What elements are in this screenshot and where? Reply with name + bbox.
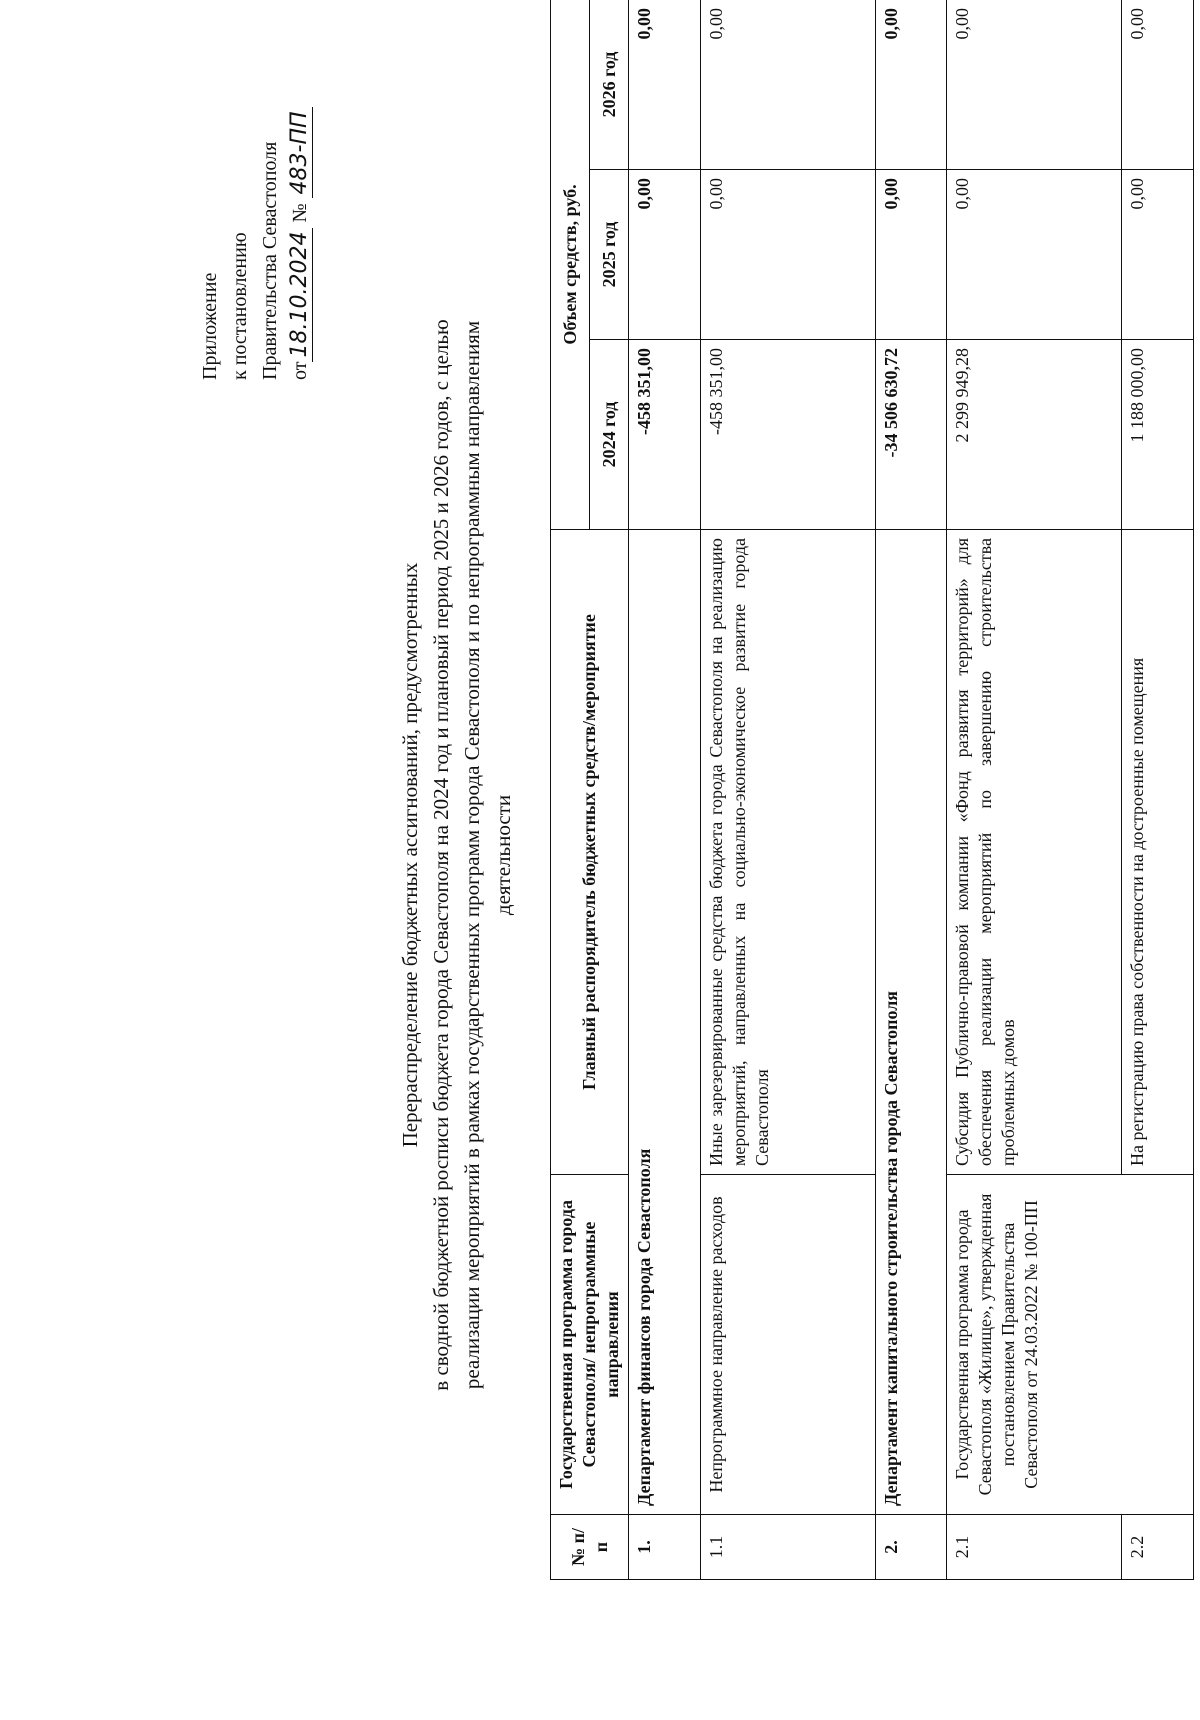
handwritten-number: 483-ПП (287, 107, 313, 198)
header-year-2026: 2026 год (590, 0, 629, 170)
appendix-block (195, 40, 315, 380)
header-program: Государственная программа города Севастополя/ непрограммные направления (551, 1175, 629, 1515)
row-value-2024: -458 351,00 (700, 340, 875, 530)
row-num: 2.2 (1122, 1515, 1194, 1580)
header-year-2024: 2024 год (590, 340, 629, 530)
from-prefix: от (289, 361, 311, 380)
section-total-2025: 0,00 (629, 170, 701, 340)
header-volume: Объем средств, руб. (551, 0, 590, 530)
number-prefix: № (289, 203, 311, 223)
appendix-date-line (285, 40, 315, 380)
section-title: Департамент капитального строительства города Севастополя (875, 530, 947, 1515)
appendix-line-2: к постановлению (229, 232, 251, 380)
header-year-2025: 2025 год (590, 170, 629, 340)
row-value-2026: 0,00 (1122, 0, 1194, 170)
row-value-2025: 0,00 (947, 170, 1122, 340)
document-title (395, 190, 519, 1520)
row-program: Непрограммное направление расходов (700, 1175, 875, 1515)
row-value-2025: 0,00 (700, 170, 875, 340)
section-total-2026: 0,00 (629, 0, 701, 170)
handwritten-date: 18.10.2024 (287, 228, 313, 362)
section-total-2025: 0,00 (875, 170, 947, 340)
table-row (629, 0, 701, 1580)
appendix-line-1: Приложение (199, 272, 221, 380)
title-line-3: реализации мероприятий в рамках государственных программ города Севастополя и по непрограммным направлениям (460, 320, 484, 1390)
section-total-2026: 0,00 (875, 0, 947, 170)
title-line-4: деятельности (491, 794, 515, 916)
table-row (947, 0, 1122, 1580)
section-total-2024: -458 351,00 (629, 340, 701, 530)
row-value-2024: 2 299 949,28 (947, 340, 1122, 530)
appendix-line-3: Правительства Севастополя (259, 141, 281, 380)
row-num: 2.1 (947, 1515, 1122, 1580)
row-activity: Субсидия Публично-правовой компании «Фонд развития территорий» для обеспечения реализации мероприятий по завершению строительства проблемных домов (947, 530, 1122, 1175)
title-line-2: в сводной бюджетной росписи бюджета города Севастополя на 2024 год и плановый период 2025 и 2026 годов, с целью (429, 319, 453, 1391)
budget-table (550, 0, 1194, 1580)
row-num: 1.1 (700, 1515, 875, 1580)
row-value-2025: 0,00 (1122, 170, 1194, 340)
header-num: № п/п (551, 1515, 629, 1580)
row-activity: Иные зарезервированные средства бюджета города Севастополя на реализацию мероприятий, направленных на социально-экономическое развитие города Севастополя (700, 530, 875, 1175)
header-distributor: Главный распорядитель бюджетных средств/мероприятие (551, 530, 629, 1175)
section-total-2024: -34 506 630,72 (875, 340, 947, 530)
row-value-2026: 0,00 (700, 0, 875, 170)
title-line-1: Перераспределение бюджетных ассигнований, предусмотренных (398, 562, 422, 1148)
table-row (875, 0, 947, 1580)
table-row (700, 0, 875, 1580)
row-activity: На регистрацию права собственности на достроенные помещения (1122, 530, 1194, 1175)
row-program: Государственная программа города Севастополя «Жилище», утвержденная постановлением Правительства Севастополя от 24.03.2022 № 100-ПП (947, 1175, 1194, 1515)
section-num: 1. (629, 1515, 701, 1580)
row-value-2024: 1 188 000,00 (1122, 340, 1194, 530)
row-value-2026: 0,00 (947, 0, 1122, 170)
section-num: 2. (875, 1515, 947, 1580)
section-title: Департамент финансов города Севастополя (629, 530, 701, 1515)
